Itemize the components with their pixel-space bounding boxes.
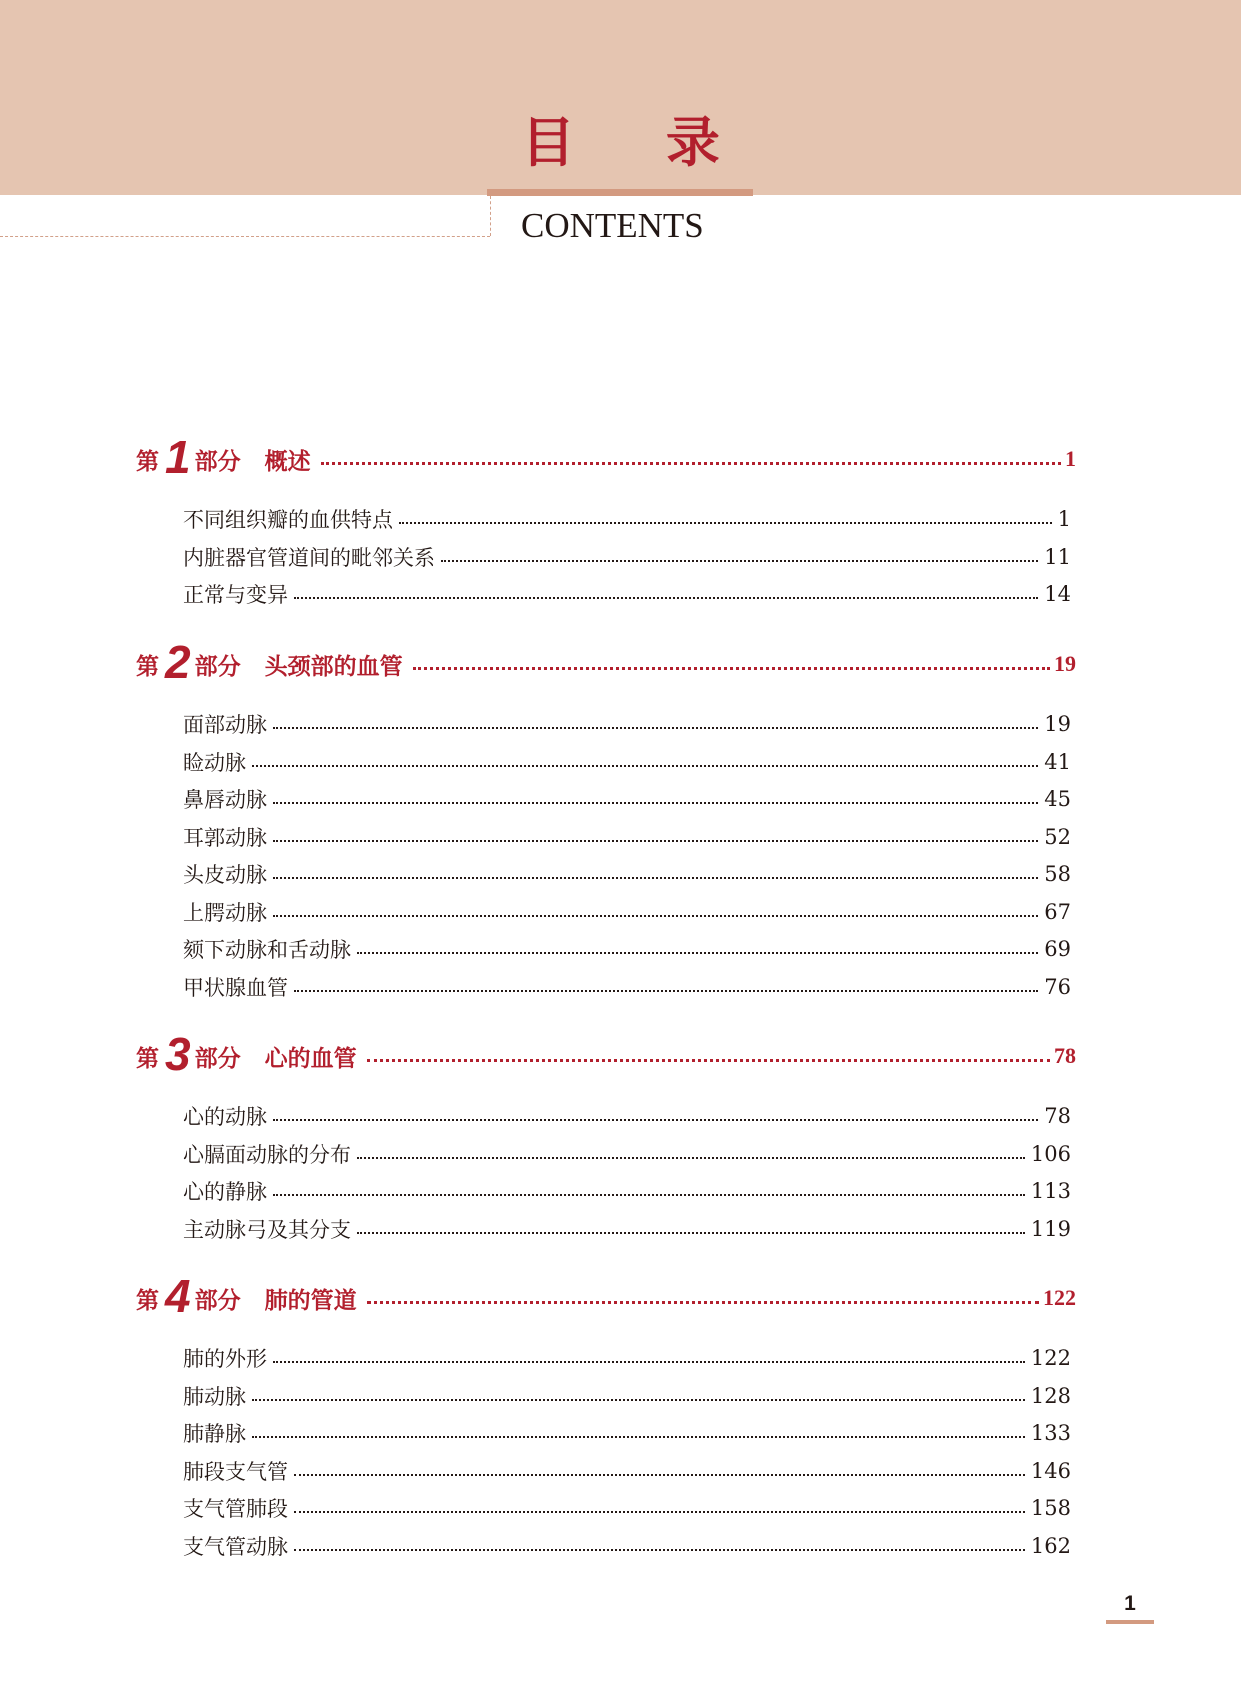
toc-entry[interactable]	[183, 1530, 1071, 1562]
entry-title: 甲状腺血管	[183, 975, 288, 1000]
part-prefix: 第	[136, 1045, 159, 1072]
dot-leader	[273, 915, 1038, 917]
entry-page-number: 19	[1044, 712, 1071, 736]
dot-leader	[294, 597, 1038, 599]
toc-entry[interactable]	[183, 858, 1071, 890]
entry-page-number: 76	[1044, 974, 1071, 999]
toc-entry[interactable]	[183, 933, 1071, 965]
toc-entry[interactable]	[183, 1213, 1071, 1245]
toc-entry[interactable]	[183, 1417, 1071, 1449]
entry-title: 支气管动脉	[183, 1534, 288, 1559]
entry-page-number: 119	[1030, 1216, 1071, 1241]
entry-page-number: 45	[1044, 787, 1071, 811]
entry-page-number: 58	[1044, 862, 1071, 886]
dot-leader	[273, 802, 1038, 804]
dot-leader	[273, 840, 1038, 842]
part-page-number: 19	[1054, 651, 1076, 676]
entry-title: 鼻唇动脉	[183, 788, 267, 812]
part-prefix: 第	[136, 653, 159, 680]
entry-page-number: 52	[1044, 824, 1071, 849]
toc-entry[interactable]	[183, 1380, 1071, 1412]
dot-leader	[252, 1399, 1025, 1401]
part-title: 头颈部的血管	[264, 653, 403, 680]
entry-title: 支气管肺段	[183, 1497, 288, 1521]
toc-entry[interactable]	[183, 1175, 1071, 1207]
entry-title: 颏下动脉和舌动脉	[183, 938, 351, 962]
part-heading-row[interactable]	[136, 1028, 1076, 1080]
part-page-number: 122	[1043, 1285, 1076, 1310]
entry-title: 心的静脉	[183, 1180, 267, 1204]
toc-entry[interactable]	[183, 746, 1071, 778]
part-number: 1	[165, 431, 191, 483]
entry-title: 心膈面动脉的分布	[183, 1142, 351, 1167]
entry-title: 面部动脉	[183, 713, 267, 737]
entry-title: 心的动脉	[183, 1105, 267, 1129]
entry-title: 耳郭动脉	[183, 825, 267, 850]
entry-page-number: 67	[1044, 899, 1071, 924]
entry-title: 上腭动脉	[183, 900, 267, 925]
dot-leader	[294, 1549, 1025, 1551]
part-heading-row[interactable]	[136, 636, 1076, 688]
entry-title: 肺动脉	[183, 1384, 246, 1409]
entry-title: 睑动脉	[183, 750, 246, 775]
entry-page-number: 69	[1044, 937, 1071, 961]
toc-entry[interactable]	[183, 1342, 1071, 1374]
entry-page-number: 14	[1044, 582, 1071, 606]
entry-page-number: 133	[1030, 1421, 1071, 1445]
dot-leader	[273, 1361, 1025, 1363]
part-prefix: 第	[136, 1287, 159, 1314]
dot-leader	[399, 522, 1052, 524]
entry-page-number: 1	[1057, 507, 1071, 531]
entry-page-number: 158	[1030, 1496, 1071, 1520]
page-number-bar	[1106, 1620, 1154, 1624]
toc-entry[interactable]	[183, 708, 1071, 740]
dot-leader	[357, 952, 1038, 954]
toc-entry[interactable]	[183, 1100, 1071, 1132]
toc-entry[interactable]	[183, 578, 1071, 610]
entry-page-number: 78	[1044, 1104, 1071, 1128]
page-subtitle: CONTENTS	[521, 206, 704, 245]
dot-leader	[321, 462, 1061, 465]
toc-entry[interactable]	[183, 1138, 1071, 1170]
entry-title: 内脏器官管道间的毗邻关系	[183, 545, 435, 570]
part-title: 概述	[264, 448, 311, 475]
entry-title: 主动脉弓及其分支	[183, 1217, 351, 1242]
entry-title: 肺段支气管	[183, 1459, 288, 1484]
entry-page-number: 146	[1030, 1458, 1071, 1483]
part-suffix: 部分	[194, 653, 241, 680]
toc-entry[interactable]	[183, 503, 1071, 535]
entry-page-number: 162	[1030, 1533, 1071, 1558]
part-number: 2	[165, 636, 191, 688]
dot-leader	[294, 1511, 1025, 1513]
entry-title: 肺的外形	[183, 1347, 267, 1371]
dot-leader	[273, 877, 1038, 879]
toc-entry[interactable]	[183, 1455, 1071, 1487]
entry-page-number: 11	[1044, 544, 1071, 569]
dot-leader	[367, 1301, 1039, 1304]
dot-leader	[273, 1194, 1025, 1196]
entry-page-number: 106	[1030, 1141, 1071, 1166]
dot-leader	[357, 1232, 1025, 1234]
part-suffix: 部分	[194, 1287, 241, 1314]
dot-leader	[294, 1474, 1025, 1476]
part-page-number: 1	[1065, 446, 1076, 471]
entry-title: 正常与变异	[183, 583, 288, 607]
part-number: 4	[165, 1270, 191, 1322]
dot-leader	[252, 1436, 1025, 1438]
toc-entry[interactable]	[183, 783, 1071, 815]
part-suffix: 部分	[194, 448, 241, 475]
dot-leader	[294, 990, 1038, 992]
entry-title: 不同组织瓣的血供特点	[183, 508, 393, 532]
part-page-number: 78	[1054, 1043, 1076, 1068]
toc-entry[interactable]	[183, 896, 1071, 928]
entry-page-number: 128	[1030, 1383, 1071, 1408]
dot-leader	[273, 1119, 1038, 1121]
dot-leader	[413, 667, 1050, 670]
entry-title: 头皮动脉	[183, 863, 267, 887]
part-suffix: 部分	[194, 1045, 241, 1072]
page-title: 目 录	[521, 111, 756, 174]
toc-entry[interactable]	[183, 821, 1071, 853]
part-title: 心的血管	[264, 1045, 357, 1072]
dot-leader	[357, 1157, 1025, 1159]
dot-leader	[252, 765, 1038, 767]
toc-entry[interactable]	[183, 541, 1071, 573]
part-number: 3	[165, 1028, 191, 1080]
page-number: 1	[1124, 1592, 1136, 1615]
toc-entry[interactable]	[183, 971, 1071, 1003]
part-prefix: 第	[136, 448, 159, 475]
entry-page-number: 113	[1030, 1179, 1071, 1203]
dot-leader	[273, 727, 1038, 729]
toc-entry[interactable]	[183, 1492, 1071, 1524]
entry-page-number: 122	[1030, 1346, 1071, 1370]
part-heading-row[interactable]	[136, 1270, 1076, 1322]
entry-page-number: 41	[1044, 749, 1071, 774]
dot-leader	[441, 560, 1038, 562]
dot-leader	[367, 1059, 1050, 1062]
part-heading-row[interactable]	[136, 431, 1076, 483]
entry-title: 肺静脉	[183, 1422, 246, 1446]
part-title: 肺的管道	[264, 1287, 357, 1314]
